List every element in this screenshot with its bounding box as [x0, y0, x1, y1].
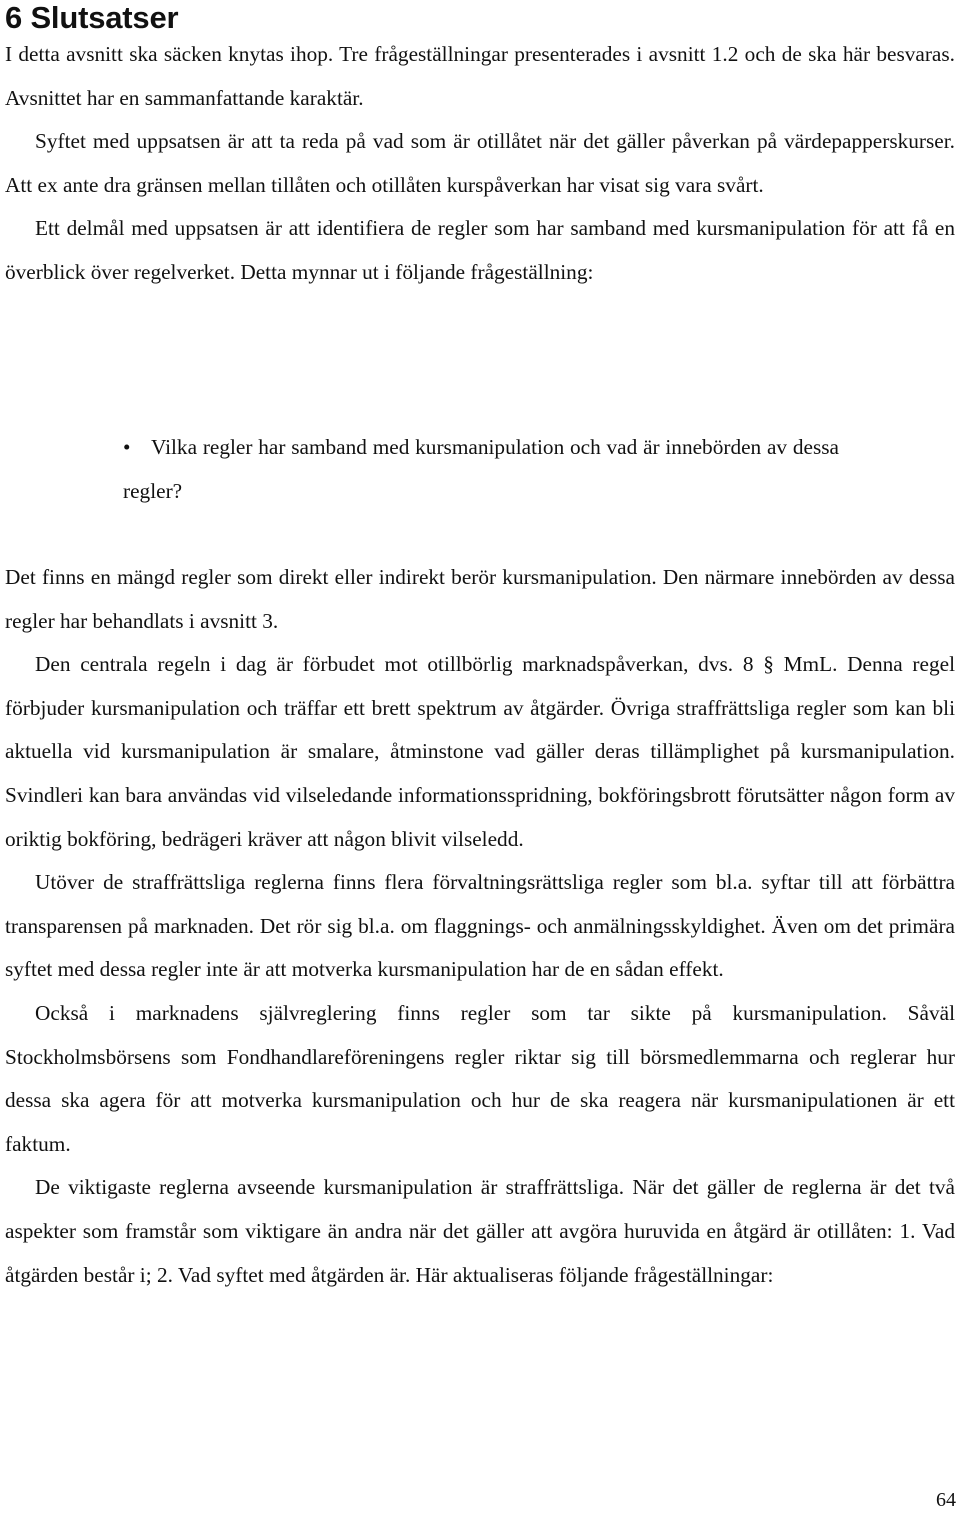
paragraph: Också i marknadens självreglering finns regler som tar sikte på kursmanipulation. Såväl Stockholmsbörsens som Fondhandlareföreningens regler riktar sig till börsmedlemmarna och reglerar hur dessa ska agera för att motverka kursmanipulation och hur de ska reagera när kursmanipulationen är ett faktum. [5, 1000, 955, 1156]
paragraph: Syftet med uppsatsen är att ta reda på vad som är otillåtet när det gäller påverkan på värdepapperskurser. Att ex ante dra gränsen mellan tillåten och otillåten kurspåverkan har visat sig vara svårt. [5, 129, 955, 197]
bullet-text: Vilka regler har samband med kursmanipulation och vad är innebörden av dessa regler? [123, 435, 839, 503]
bottom-paragraphs [5, 556, 955, 1297]
list-item [123, 426, 839, 513]
paragraph: Det finns en mängd regler som direkt eller indirekt berör kursmanipulation. Den närmare innebörden av dessa regler har behandlats i avsnitt 3. [5, 565, 955, 633]
bullet-icon: • [123, 435, 131, 459]
paragraph: De viktigaste reglerna avseende kursmanipulation är straffrättsliga. När det gäller de reglerna är det två aspekter som framstår som viktigare än andra när det gäller att avgöra huruvida en åtgärd är otillåten: 1. Vad åtgärden består i; 2. Vad syftet med åtgärden är. Här aktualiseras följande frågeställningar: [5, 1175, 955, 1287]
page-number: 64 [936, 1489, 956, 1511]
paragraph: I detta avsnitt ska säcken knytas ihop. Tre frågeställningar presenterades i avsnitt 1.2 och de ska här besvaras. Avsnittet har en sammanfattande karaktär. [5, 42, 955, 110]
paragraph: Utöver de straffrättsliga reglerna finns flera förvaltningsrättsliga regler som bl.a. syftar till att förbättra transparensen på marknaden. Det rör sig bl.a. om flaggnings- och anmälningsskyldighet. Även om det primära syftet med dessa regler inte är att motverka kursmanipulation har de en sådan effekt. [5, 870, 955, 982]
paragraph: Den centrala regeln i dag är förbudet mot otillbörlig marknadspåverkan, dvs. 8 § MmL. Denna regel förbjuder kursmanipulation och träffar ett brett spektrum av åtgärder. Övriga straffrättsliga regler som kan bli aktuella vid kursmanipulation är smalare, åtminstone vad gäller deras tillämplighet på kursmanipulation. Svindleri kan bara användas vid vilseledande informationsspridning, bokföringsbrott förutsätter någon form av oriktig bokföring, bedrägeri kräver att någon blivit vilseledd. [5, 652, 955, 851]
bullet-list [123, 426, 839, 513]
top-paragraphs [5, 33, 955, 295]
paragraph: Ett delmål med uppsatsen är att identifiera de regler som har samband med kursmanipulation för att få en överblick över regelverket. Detta mynnar ut i följande frågeställning: [5, 216, 955, 284]
section-heading: 6 Slutsatser [5, 0, 179, 35]
